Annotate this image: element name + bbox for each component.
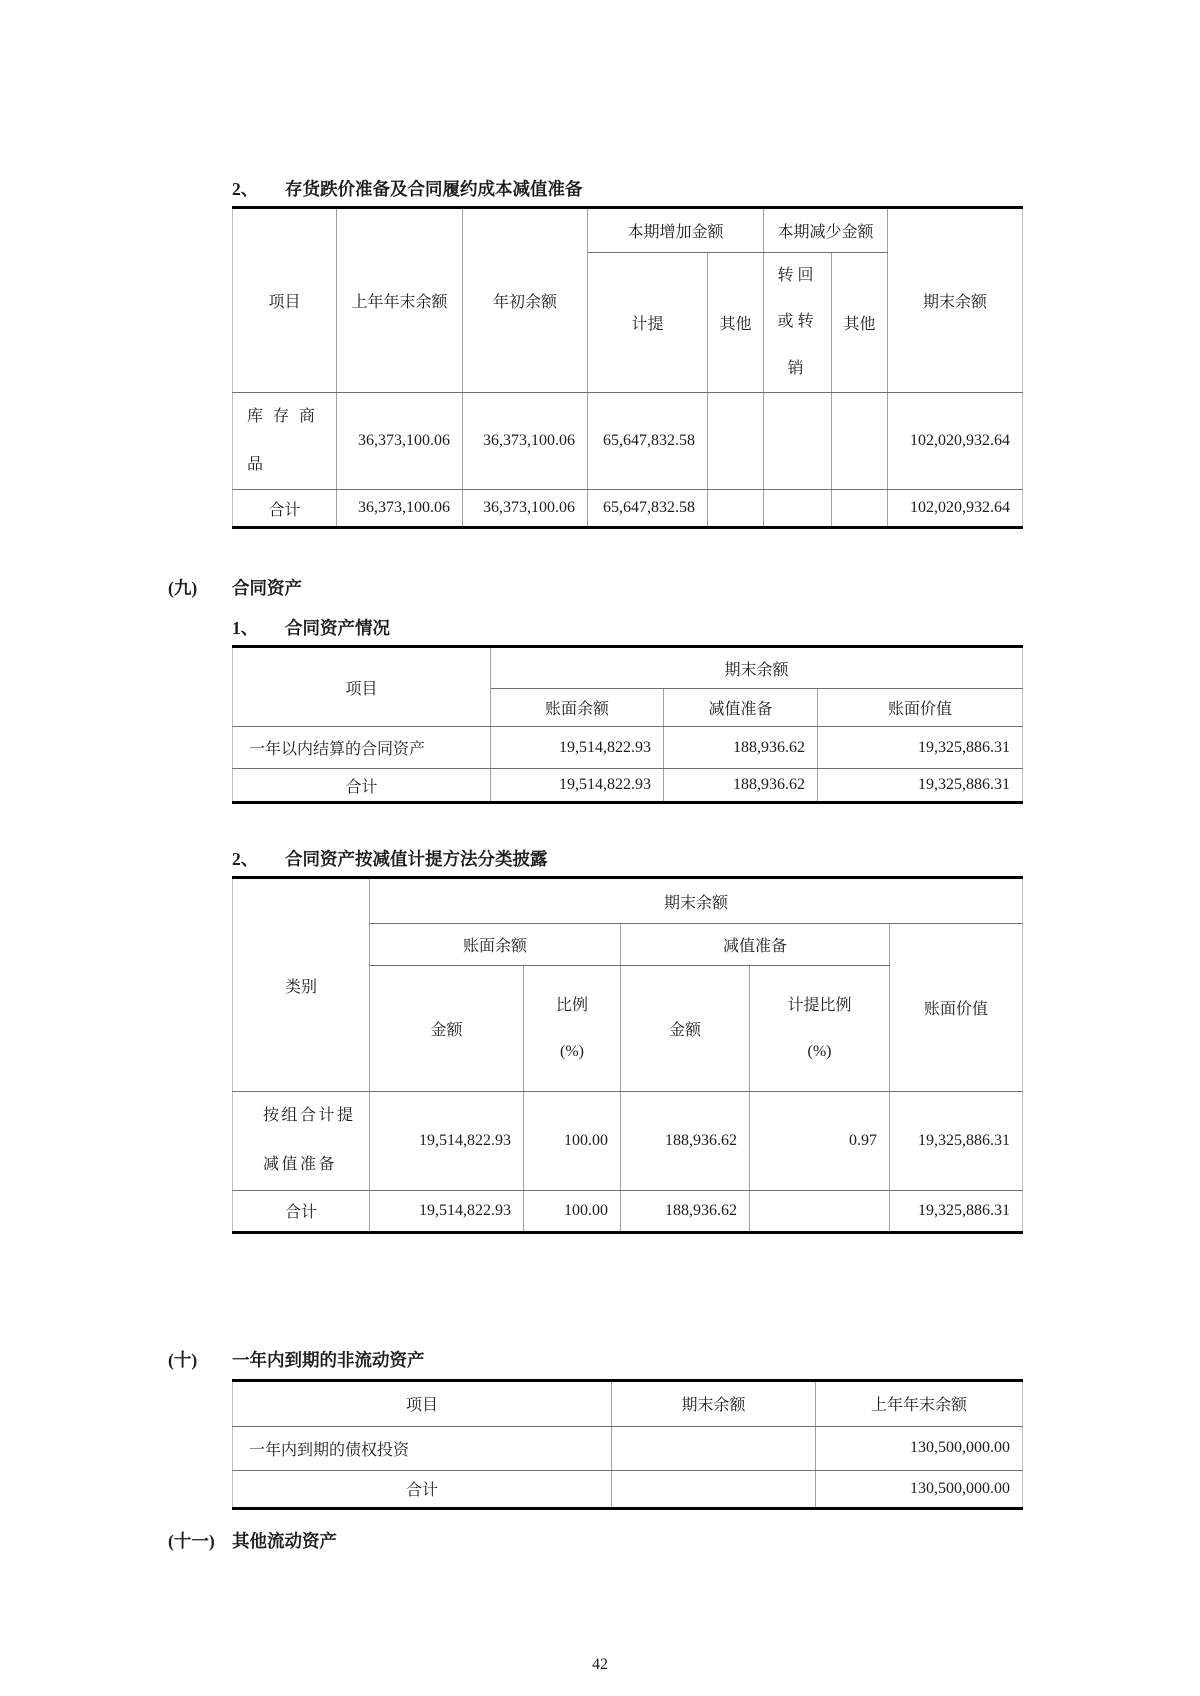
- row-label-total: 合计: [233, 1470, 612, 1508]
- column-group-increase: 本期增加金额: [588, 208, 764, 253]
- table-total-row: [233, 769, 1023, 803]
- heading-title: 合同资产情况: [285, 618, 390, 639]
- table-cell-empty: [832, 490, 888, 528]
- table-cell: 188,936.62: [664, 769, 818, 803]
- heading-title: 存货跌价准备及合同履约成本减值准备: [285, 179, 583, 199]
- table-cell-empty: [750, 1190, 890, 1232]
- table-cell: 188,936.62: [621, 1190, 750, 1232]
- heading-noncurrent-assets-due-within-one-year: [168, 1349, 1200, 1371]
- table-cell: 65,647,832.58: [588, 393, 708, 490]
- table-cell: 19,325,886.31: [818, 769, 1023, 803]
- table-cell: 102,020,932.64: [888, 393, 1023, 490]
- heading-contract-assets-status: [232, 617, 1200, 639]
- table-cell: 130,500,000.00: [816, 1426, 1023, 1470]
- heading-title: 其他流动资产: [232, 1530, 337, 1551]
- row-label-total: 合计: [233, 490, 337, 528]
- table-cell: 130,500,000.00: [816, 1470, 1023, 1508]
- table-cell: 19,514,822.93: [370, 1092, 524, 1191]
- table-cell: 19,325,886.31: [890, 1190, 1023, 1232]
- column-header-item: 项目: [233, 647, 491, 727]
- table-row: [233, 393, 1023, 490]
- column-header-ratio: [524, 966, 621, 1092]
- column-header-period-end: 期末余额: [888, 208, 1023, 393]
- column-header-amount: 金额: [621, 966, 750, 1092]
- column-group-period-end: 期末余额: [370, 878, 1023, 924]
- heading-title: 合同资产: [232, 578, 302, 599]
- column-header-item: 项目: [233, 208, 337, 393]
- row-label-total: 合计: [233, 1190, 370, 1232]
- table-row: [233, 1426, 1023, 1470]
- page-number: 42: [592, 1655, 608, 1673]
- table-cell: 19,514,822.93: [491, 727, 664, 769]
- accrual-ratio-label-line2: (%): [807, 1042, 832, 1060]
- heading-number: 2、: [232, 849, 259, 870]
- heading-number: 2、: [232, 179, 259, 199]
- heading-title: 一年内到期的非流动资产: [232, 1349, 425, 1370]
- table-cell: 100.00: [524, 1092, 621, 1191]
- table-cell-empty: [832, 393, 888, 490]
- row-label-total: 合计: [233, 769, 491, 803]
- table-cell: 36,373,100.06: [463, 490, 588, 528]
- noncurrent-assets-due-table: [232, 1379, 1023, 1510]
- table-cell-empty: [612, 1426, 816, 1470]
- column-header-amount: 金额: [370, 966, 524, 1092]
- column-header-book-value: 账面价值: [818, 689, 1023, 727]
- table-cell-empty: [708, 490, 764, 528]
- row-label: 库存商品: [233, 393, 337, 490]
- ratio-label-line1: 比例: [555, 996, 588, 1014]
- table-cell: 65,647,832.58: [588, 490, 708, 528]
- column-group-period-end: 期末余额: [491, 647, 1023, 689]
- column-group-book-balance: 账面余额: [370, 924, 621, 966]
- heading-number: 1、: [232, 618, 259, 639]
- column-header-prev-year-end: 上年年末余额: [816, 1380, 1023, 1426]
- heading-contract-assets: [168, 577, 1200, 599]
- table-cell: 188,936.62: [664, 727, 818, 769]
- table-total-row: [233, 490, 1023, 528]
- heading-number: (九): [168, 578, 198, 599]
- accrual-ratio-label-line1: 计提比例: [787, 996, 852, 1014]
- column-header-year-begin: 年初余额: [463, 208, 588, 393]
- table-cell: 19,514,822.93: [370, 1190, 524, 1232]
- table-cell: 19,325,886.31: [890, 1092, 1023, 1191]
- table-cell: 100.00: [524, 1190, 621, 1232]
- column-header-accrual: 计提: [588, 253, 708, 393]
- column-header-book-value: 账面价值: [890, 924, 1023, 1092]
- heading-contract-assets-by-method: [232, 848, 1200, 870]
- column-header-book-balance: 账面余额: [491, 689, 664, 727]
- column-header-prev-year-end: 上年年末余额: [337, 208, 463, 393]
- inventory-impairment-table: [232, 206, 1023, 529]
- table-row: [233, 727, 1023, 769]
- table-cell-empty: [764, 490, 832, 528]
- heading-number: (十一): [168, 1530, 215, 1551]
- column-group-decrease: 本期减少金额: [764, 208, 888, 253]
- column-header-decrease-other: 其他: [832, 253, 888, 393]
- table-cell: 19,325,886.31: [818, 727, 1023, 769]
- row-label: 按组合计提减值准备: [233, 1092, 370, 1191]
- row-label: 一年以内结算的合同资产: [233, 727, 491, 769]
- table-cell-empty: [764, 393, 832, 490]
- table-total-row: [233, 1190, 1023, 1232]
- table-cell: 19,514,822.93: [491, 769, 664, 803]
- table-row: [233, 1092, 1023, 1191]
- contract-assets-status-table: [232, 645, 1023, 804]
- column-header-increase-other: 其他: [708, 253, 764, 393]
- table-cell-empty: [708, 393, 764, 490]
- table-cell-empty: [612, 1470, 816, 1508]
- heading-inventory-impairment: [232, 178, 1200, 200]
- column-header-item: 项目: [233, 1380, 612, 1426]
- contract-assets-by-method-table: [232, 876, 1023, 1234]
- table-total-row: [233, 1470, 1023, 1508]
- table-cell: 36,373,100.06: [463, 393, 588, 490]
- table-cell: 102,020,932.64: [888, 490, 1023, 528]
- column-header-impairment: 减值准备: [664, 689, 818, 727]
- column-header-accrual-ratio: [750, 966, 890, 1092]
- column-header-reversal: 转回或转销: [764, 253, 832, 393]
- column-group-impairment: 减值准备: [621, 924, 890, 966]
- table-cell: 36,373,100.06: [337, 490, 463, 528]
- heading-title: 合同资产按减值计提方法分类披露: [285, 849, 548, 870]
- table-cell: 188,936.62: [621, 1092, 750, 1191]
- column-header-category: 类别: [233, 878, 370, 1092]
- ratio-label-line2: (%): [560, 1042, 584, 1060]
- column-header-period-end: 期末余额: [612, 1380, 816, 1426]
- table-cell: 0.97: [750, 1092, 890, 1191]
- row-label: 一年内到期的债权投资: [233, 1426, 612, 1470]
- heading-other-current-assets: [168, 1530, 1200, 1552]
- table-cell: 36,373,100.06: [337, 393, 463, 490]
- heading-number: (十): [168, 1349, 198, 1370]
